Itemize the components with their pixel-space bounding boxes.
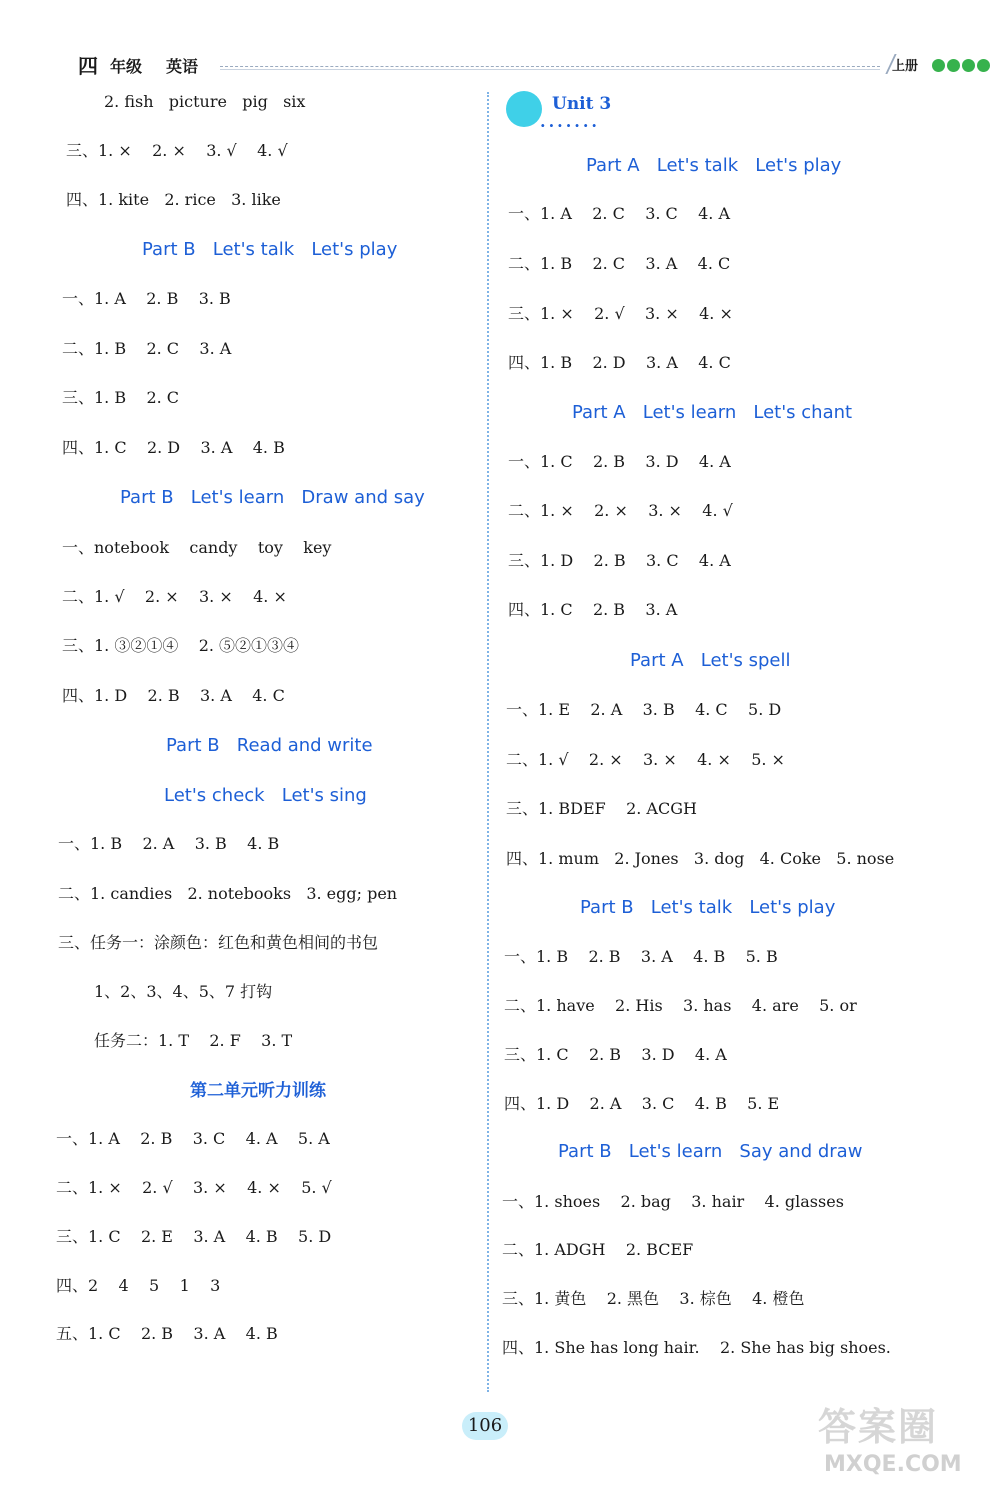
page-number: 106 bbox=[462, 1412, 508, 1440]
answer-line: 二、1. B 2. C 3. A bbox=[62, 339, 232, 358]
section-heading: Part B Let's learn Say and draw bbox=[558, 1141, 863, 1162]
unit-title-dots: ······· bbox=[540, 116, 600, 135]
answer-line: 二、1. √ 2. × 3. × 4. × 5. × bbox=[506, 750, 785, 769]
answer-line: 一、notebook candy toy key bbox=[62, 538, 332, 557]
answer-line: 二、1. candies 2. notebooks 3. egg; pen bbox=[58, 884, 398, 903]
grade-number: 四 bbox=[78, 54, 98, 78]
answer-line: 四、1. She has long hair. 2. She has big shoes. bbox=[502, 1338, 891, 1357]
answer-line: 二、1. √ 2. × 3. × 4. × bbox=[62, 587, 287, 606]
page-header bbox=[70, 50, 940, 78]
section-heading: Part A Let's learn Let's chant bbox=[572, 402, 853, 423]
volume-label: 上册 bbox=[892, 59, 919, 74]
answer-line: 一、1. A 2. B 3. C 4. A 5. A bbox=[56, 1129, 330, 1148]
section-heading: Part B Let's learn Draw and say bbox=[120, 487, 425, 508]
answer-line: 三、1. 黄色 2. 黑色 3. 棕色 4. 橙色 bbox=[502, 1289, 805, 1308]
header-divider-underline bbox=[220, 69, 880, 70]
watermark-mark: 答案圈 bbox=[818, 1405, 939, 1449]
answer-line: 三、1. D 2. B 3. C 4. A bbox=[508, 551, 731, 570]
answer-line: 三、1. C 2. E 3. A 4. B 5. D bbox=[56, 1227, 332, 1246]
column-divider bbox=[487, 92, 489, 1392]
section-heading: 第二单元听力训练 bbox=[190, 1081, 326, 1101]
answer-line: 四、2 4 5 1 3 bbox=[56, 1276, 221, 1295]
grade-label: 年级 bbox=[110, 57, 143, 76]
answer-line: 三、1. ③②①④ 2. ⑤②①③④ bbox=[62, 636, 300, 655]
answer-line: 二、1. × 2. √ 3. × 4. × 5. √ bbox=[56, 1178, 332, 1197]
answer-line: 四、1. C 2. B 3. A bbox=[508, 600, 678, 619]
section-heading: Part B Let's talk Let's play bbox=[580, 897, 836, 918]
answer-line: 二、1. have 2. His 3. has 4. are 5. or bbox=[504, 996, 857, 1015]
answer-line: 一、1. shoes 2. bag 3. hair 4. glasses bbox=[502, 1192, 844, 1211]
answer-line: 一、1. B 2. B 3. A 4. B 5. B bbox=[504, 947, 778, 966]
answer-line: 四、1. C 2. D 3. A 4. B bbox=[62, 438, 285, 457]
answer-line: 一、1. A 2. C 3. C 4. A bbox=[508, 204, 731, 223]
unit-title: Unit 3 bbox=[552, 94, 612, 114]
answer-line: 三、1. B 2. C bbox=[62, 388, 180, 407]
answer-line: 三、1. × 2. √ 3. × 4. × bbox=[508, 304, 733, 323]
header-divider bbox=[220, 66, 880, 67]
answer-line: 二、1. × 2. × 3. × 4. √ bbox=[508, 501, 733, 520]
section-heading: Part A Let's talk Let's play bbox=[586, 155, 842, 176]
section-heading: Part B Read and write bbox=[166, 735, 373, 756]
answer-line: 一、1. B 2. A 3. B 4. B bbox=[58, 834, 280, 853]
answer-line: 一、1. C 2. B 3. D 4. A bbox=[508, 452, 731, 471]
subject-label: 英语 bbox=[166, 57, 199, 76]
unit-badge-circle bbox=[506, 91, 542, 127]
answer-line: 四、1. D 2. A 3. C 4. B 5. E bbox=[504, 1094, 780, 1113]
answer-line: 二、1. ADGH 2. BCEF bbox=[502, 1240, 694, 1259]
answer-line: 四、1. B 2. D 3. A 4. C bbox=[508, 353, 731, 372]
answer-line: 任务二：1. T 2. F 3. T bbox=[94, 1031, 293, 1050]
answer-line: 三、1. × 2. × 3. √ 4. √ bbox=[66, 141, 288, 160]
header-decoration-dots bbox=[932, 59, 992, 73]
answer-line: 三、1. C 2. B 3. D 4. A bbox=[504, 1045, 727, 1064]
section-heading: Part A Let's spell bbox=[630, 650, 791, 671]
answer-line: 三、1. BDEF 2. ACGH bbox=[506, 799, 697, 818]
answer-line: 四、1. kite 2. rice 3. like bbox=[66, 190, 281, 209]
section-heading: Part B Let's talk Let's play bbox=[142, 239, 398, 260]
answer-line: 三、任务一：涂颜色：红色和黄色相间的书包 bbox=[58, 933, 379, 952]
answer-line: 一、1. E 2. A 3. B 4. C 5. D bbox=[506, 700, 782, 719]
answer-line: 四、1. D 2. B 3. A 4. C bbox=[62, 686, 285, 705]
answer-line: 四、1. mum 2. Jones 3. dog 4. Coke 5. nose bbox=[506, 849, 895, 868]
watermark-logo bbox=[818, 1396, 994, 1482]
answer-line: 2. fish picture pig six bbox=[104, 92, 306, 111]
answer-line: 五、1. C 2. B 3. A 4. B bbox=[56, 1324, 278, 1343]
answer-line: 二、1. B 2. C 3. A 4. C bbox=[508, 254, 731, 273]
section-heading: Let's check Let's sing bbox=[164, 785, 367, 806]
answer-line: 1、2、3、4、5、7 打钩 bbox=[94, 982, 273, 1001]
answer-line: 一、1. A 2. B 3. B bbox=[62, 289, 231, 308]
watermark-text: MXQE.COM bbox=[824, 1452, 962, 1477]
